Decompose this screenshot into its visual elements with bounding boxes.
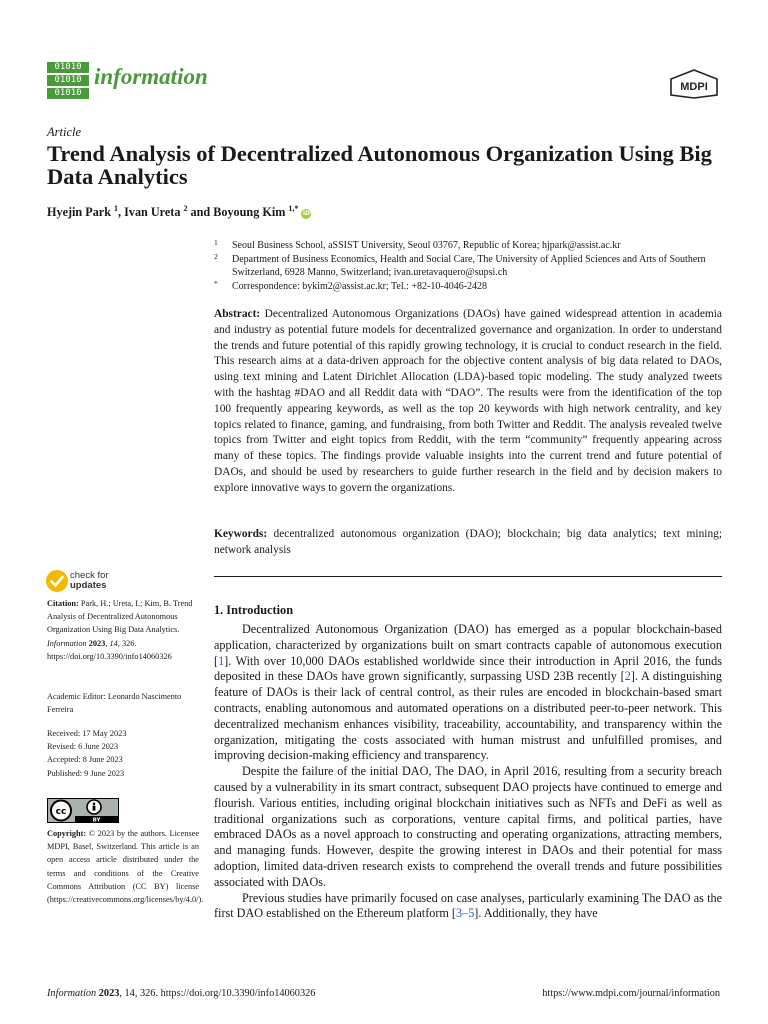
author-list (47, 204, 311, 220)
author-separator: and (187, 205, 214, 220)
accepted-date: Accepted: 8 June 2023 (47, 755, 123, 765)
svg-text:cc: cc (55, 807, 67, 817)
affiliation-text: Seoul Business School, aSSIST University, Seoul 03767, Republic of Korea; hjpark@assist.ac.kr (232, 240, 621, 251)
check-updates-line2: updates (70, 580, 107, 591)
academic-editor: Academic Editor: Leonardo Nascimento Ferreira (47, 692, 182, 715)
author-affil: 2 (183, 204, 188, 213)
author-separator: , (118, 205, 125, 220)
abstract (214, 307, 722, 497)
footer-journal: Information (47, 988, 97, 999)
reference-link[interactable]: 2 (624, 669, 631, 684)
cc-by-license-icon[interactable] (47, 798, 119, 823)
received-date: Received: 17 May 2023 (47, 729, 127, 738)
published-date: Published: 9 June 2023 (47, 768, 125, 778)
paragraph: Despite the failure of the initial DAO, The DAO, in April 2016, resulting from a security breach caused by a vulnerability in its smart contract, subsequent DAO projects have continued to emerge and flourish. Various entities, including original blockchain initiatives such as NFTs and DeFi as well as traditional organizations such as corporations, venture capital firms, and political parties, have embraced DAOs as a novel approach to constructing and operating organizations, attracting members, and managing funds. However, despite the growing interest in DAOs and their potential for mass adoption, limited data-driven research exists to comprehend the overall trends and future possibilities associated with DAOs. (214, 764, 722, 889)
keywords (214, 527, 722, 559)
section-divider (214, 576, 722, 577)
revised-date: Revised: 6 June 2023 (47, 742, 119, 752)
abstract-text: Decentralized Autonomous Organizations (DAOs) have gained widespread attention in academia and industry as potential future models for decentralized governance and organization. In order to understand the trends and future potential of this rapidly growing technology, it is crucial to conduct research in the field. This research aims at a data-driven approach for the objective content analysis of big data related to DAOs, using text mining and Latent Dirichlet Allocation (LDA)-based topic modeling. The study analyzed tweets with the hashtag #DAO and all Reddit data with “DAO”. The results were from the identification of the top 100 frequently appearing keywords, as well as the top 20 keywords with high network centrality, and key topics related to finance, gaming, and fundraising, from both Twitter and Reddit. The analysis revealed twelve topics from Twitter and eight topics from Reddit, with the term “community” frequently appearing across many of these topics. The findings provide valuable insights into the current trend and future potential of DAOs, and should be used by researchers to guide further research in the field and by decision makers to explore innovative ways to govern the organizations. (214, 308, 722, 494)
citation-journal: Information (47, 638, 87, 648)
keywords-text: decentralized autonomous organization (DAO); blockchain; big data analytics; text mining; network analysis (214, 528, 722, 556)
affiliation-text: Department of Business Economics, Health and Social Care, The University of Applied Sciences and Arts of Southern Switzerland, 6928 Manno, Switzerland; ivan.uretavaquero@supsi.ch (232, 253, 706, 278)
affiliation-number: 1 (214, 238, 218, 247)
author-affil: 1 (114, 204, 119, 213)
reference-link[interactable]: 3–5 (456, 906, 475, 921)
orcid-icon[interactable]: iD (302, 210, 310, 218)
paragraph: Decentralized Autonomous Organization (DAO) has emerged as a popular blockchain-based application, characterized by organizations built on smart contracts capable of autonomous execution [1]. With over 10,000 DAOs established worldwide since their introduction in April 2016, the funds deposited in these DAOs have grown significantly, surpassing USD 23B recently [2]. A distinguishing feature of DAOs is their lack of central control, as their rules are encoded in blockchain-based smart contracts, enabling autonomous and automated operations on a distributed peer-to-peer network. This decentralized mechanism enhances visibility, traceability, accountability, and transparency within the organization, mitigating the costs associated with human mistrust and unfulfilled promises, and improving decision-making efficiency and transparency. (214, 622, 722, 763)
reference-link[interactable]: 1 (218, 653, 225, 668)
keywords-label: Keywords: (214, 528, 268, 540)
footer-doi[interactable]: , 14, 326. https://doi.org/10.3390/info14060326 (119, 988, 316, 999)
affiliation-item (214, 253, 726, 280)
affiliation-item (214, 239, 726, 253)
publisher-label: MDPI (680, 81, 708, 93)
logo-row: 01010 (47, 62, 89, 73)
license-by-label: BY (92, 817, 101, 823)
citation-label: Citation: (47, 599, 79, 608)
author-affil: 1,* (288, 204, 299, 213)
abstract-label: Abstract: (214, 308, 261, 320)
paragraph: Previous studies have primarily focused on case analyses, particularly examining The DAO as the first DAO established on the Ethereum platform [3–5]. Additionally, they have (214, 890, 722, 921)
logo-row: 01010 (47, 88, 89, 99)
mdpi-logo[interactable] (668, 69, 720, 99)
body-text (214, 622, 722, 922)
footer-citation (47, 988, 315, 999)
footer-year: 2023 (98, 988, 120, 999)
copyright-label: Copyright: (47, 829, 87, 838)
dates-block (47, 727, 199, 780)
affiliation-item (214, 280, 726, 294)
author-name[interactable]: Hyejin Park (47, 205, 111, 220)
section-heading: 1. Introduction (214, 603, 294, 617)
article-title: Trend Analysis of Decentralized Autonomous Organization Using Big Data Analytics (47, 141, 712, 189)
logo-row: 01010 (47, 75, 89, 86)
citation-volume: 14 (109, 638, 118, 648)
affiliation-text: Correspondence: bykim2@assist.ac.kr; Tel.: +82-10-4046-2428 (232, 280, 488, 292)
author-name[interactable]: Ivan Ureta (124, 205, 181, 220)
affiliation-number: 2 (214, 251, 218, 261)
check-for-updates-icon[interactable] (45, 569, 69, 593)
check-for-updates-label[interactable] (70, 571, 109, 591)
citation-block: Citation: Park, H.; Ureta, I.; Kim, B. Trend Analysis of Decentralized Autonomous Organization Using Big Data Analytics. Information 2023, 14, 326. https://doi.org/10.3390/info14060326 (47, 599, 193, 661)
journal-logo (47, 62, 89, 100)
check-updates-line1: check for (70, 570, 109, 581)
journal-name[interactable]: information (94, 64, 208, 89)
citation-doi[interactable]: 326. https://doi.org/10.3390/info14060326 (47, 638, 172, 661)
copyright-block (47, 827, 204, 906)
author-name[interactable]: Boyoung Kim (213, 205, 286, 220)
citation-year: 2023 (88, 638, 106, 648)
article-type: Article (47, 125, 82, 139)
affiliation-number: * (214, 278, 218, 288)
footer-url[interactable]: https://www.mdpi.com/journal/information (542, 988, 720, 999)
copyright-text: © 2023 by the authors. Licensee MDPI, Basel, Switzerland. This article is an open access article distributed under the terms and conditions of the Creative Commons Attribution (CC BY) license (https://creativecommons.org/licenses/by/4.0/). (47, 829, 204, 905)
affiliations (214, 239, 726, 293)
citation-text: Park, H.; Ureta, I.; Kim, B. Trend Analysis of Decentralized Autonomous Organization Using Big Data Analytics. (47, 599, 193, 635)
